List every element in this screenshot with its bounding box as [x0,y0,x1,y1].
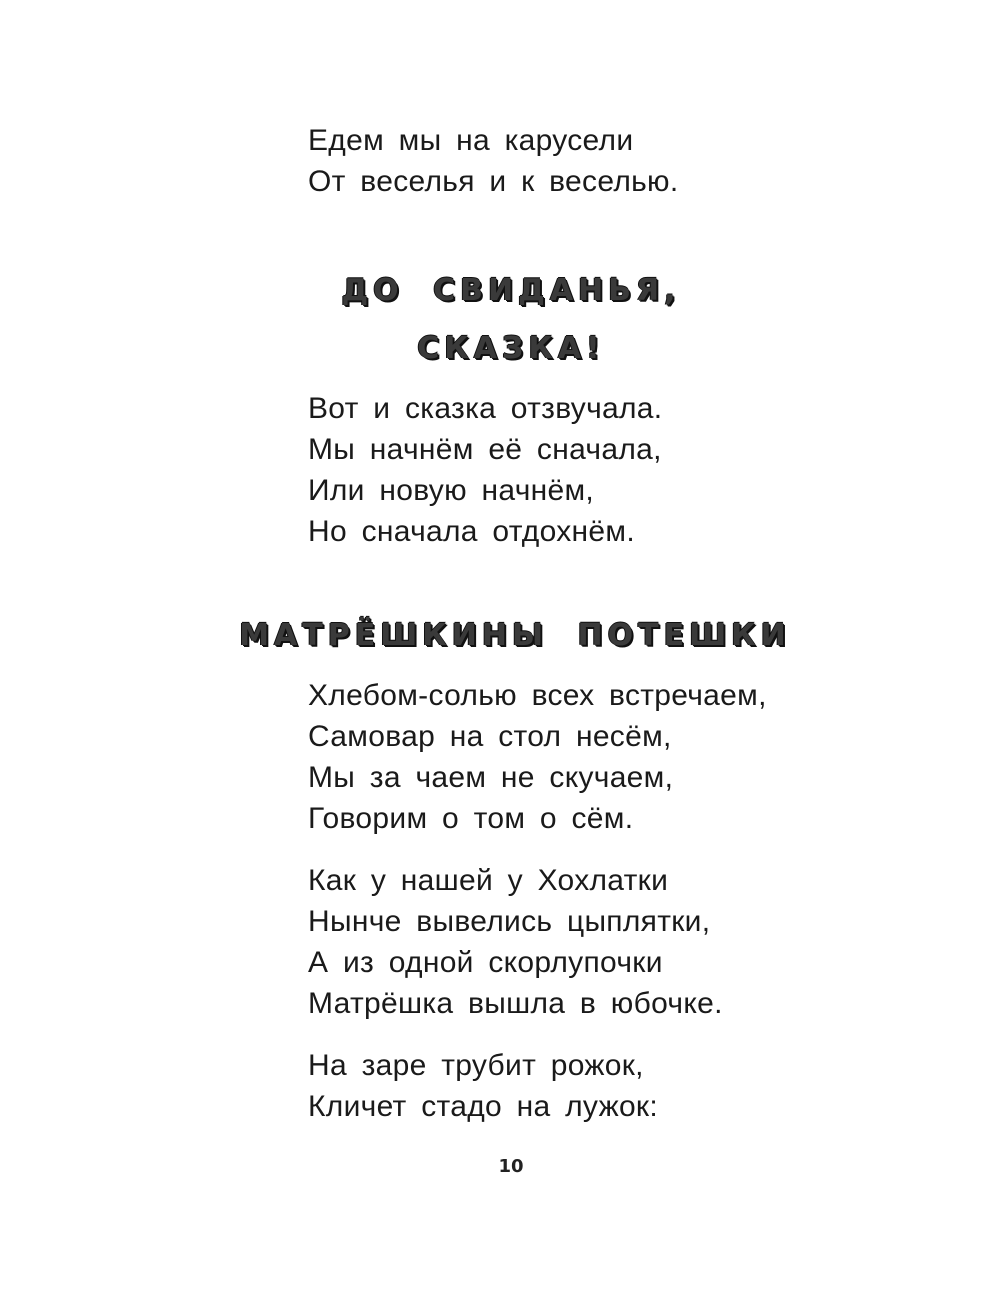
stanza-hen [308,860,723,1024]
verse-line: Нынче вывелись цыплятки, [308,905,711,938]
verse-line: От веселья и к веселью. [308,165,679,198]
verse-line: Но сначала отдохнём. [308,515,635,548]
verse-line: А из одной скорлупочки [308,946,663,979]
verse-line: Мы за чаем не скучаем, [308,761,674,794]
verse-line: Как у нашей у Хохлатки [308,864,669,897]
verse-line: Вот и сказка отзвучала. [308,392,663,425]
verse-line: Матрёшка вышла в юбочке. [308,987,723,1020]
verse-line: Мы начнём её сначала, [308,433,662,466]
verse-line: Говорим о том о сём. [308,802,634,835]
stanza-horn [308,1045,658,1127]
verse-line: Самовар на стол несём, [308,720,672,753]
heading-goodbye-fairytale [0,262,986,378]
heading-line: СКАЗКА! [417,331,605,366]
stanza-goodbye [308,388,662,552]
heading-line: МАТРЁШКИНЫ ПОТЕШКИ [239,618,791,653]
stanza-bread-and-salt [308,675,767,839]
page-number: 10 [498,1156,524,1177]
heading-matryoshka-rhymes [0,607,986,665]
verse-line: Едем мы на карусели [308,124,634,157]
verse-line: Кличет стадо на лужок: [308,1090,658,1123]
verse-line: Хлебом-солью всех встречаем, [308,679,767,712]
heading-line: ДО СВИДАНЬЯ, [341,273,681,308]
stanza-carousel [308,120,679,202]
verse-line: На заре трубит рожок, [308,1049,644,1082]
verse-line: Или новую начнём, [308,474,595,507]
